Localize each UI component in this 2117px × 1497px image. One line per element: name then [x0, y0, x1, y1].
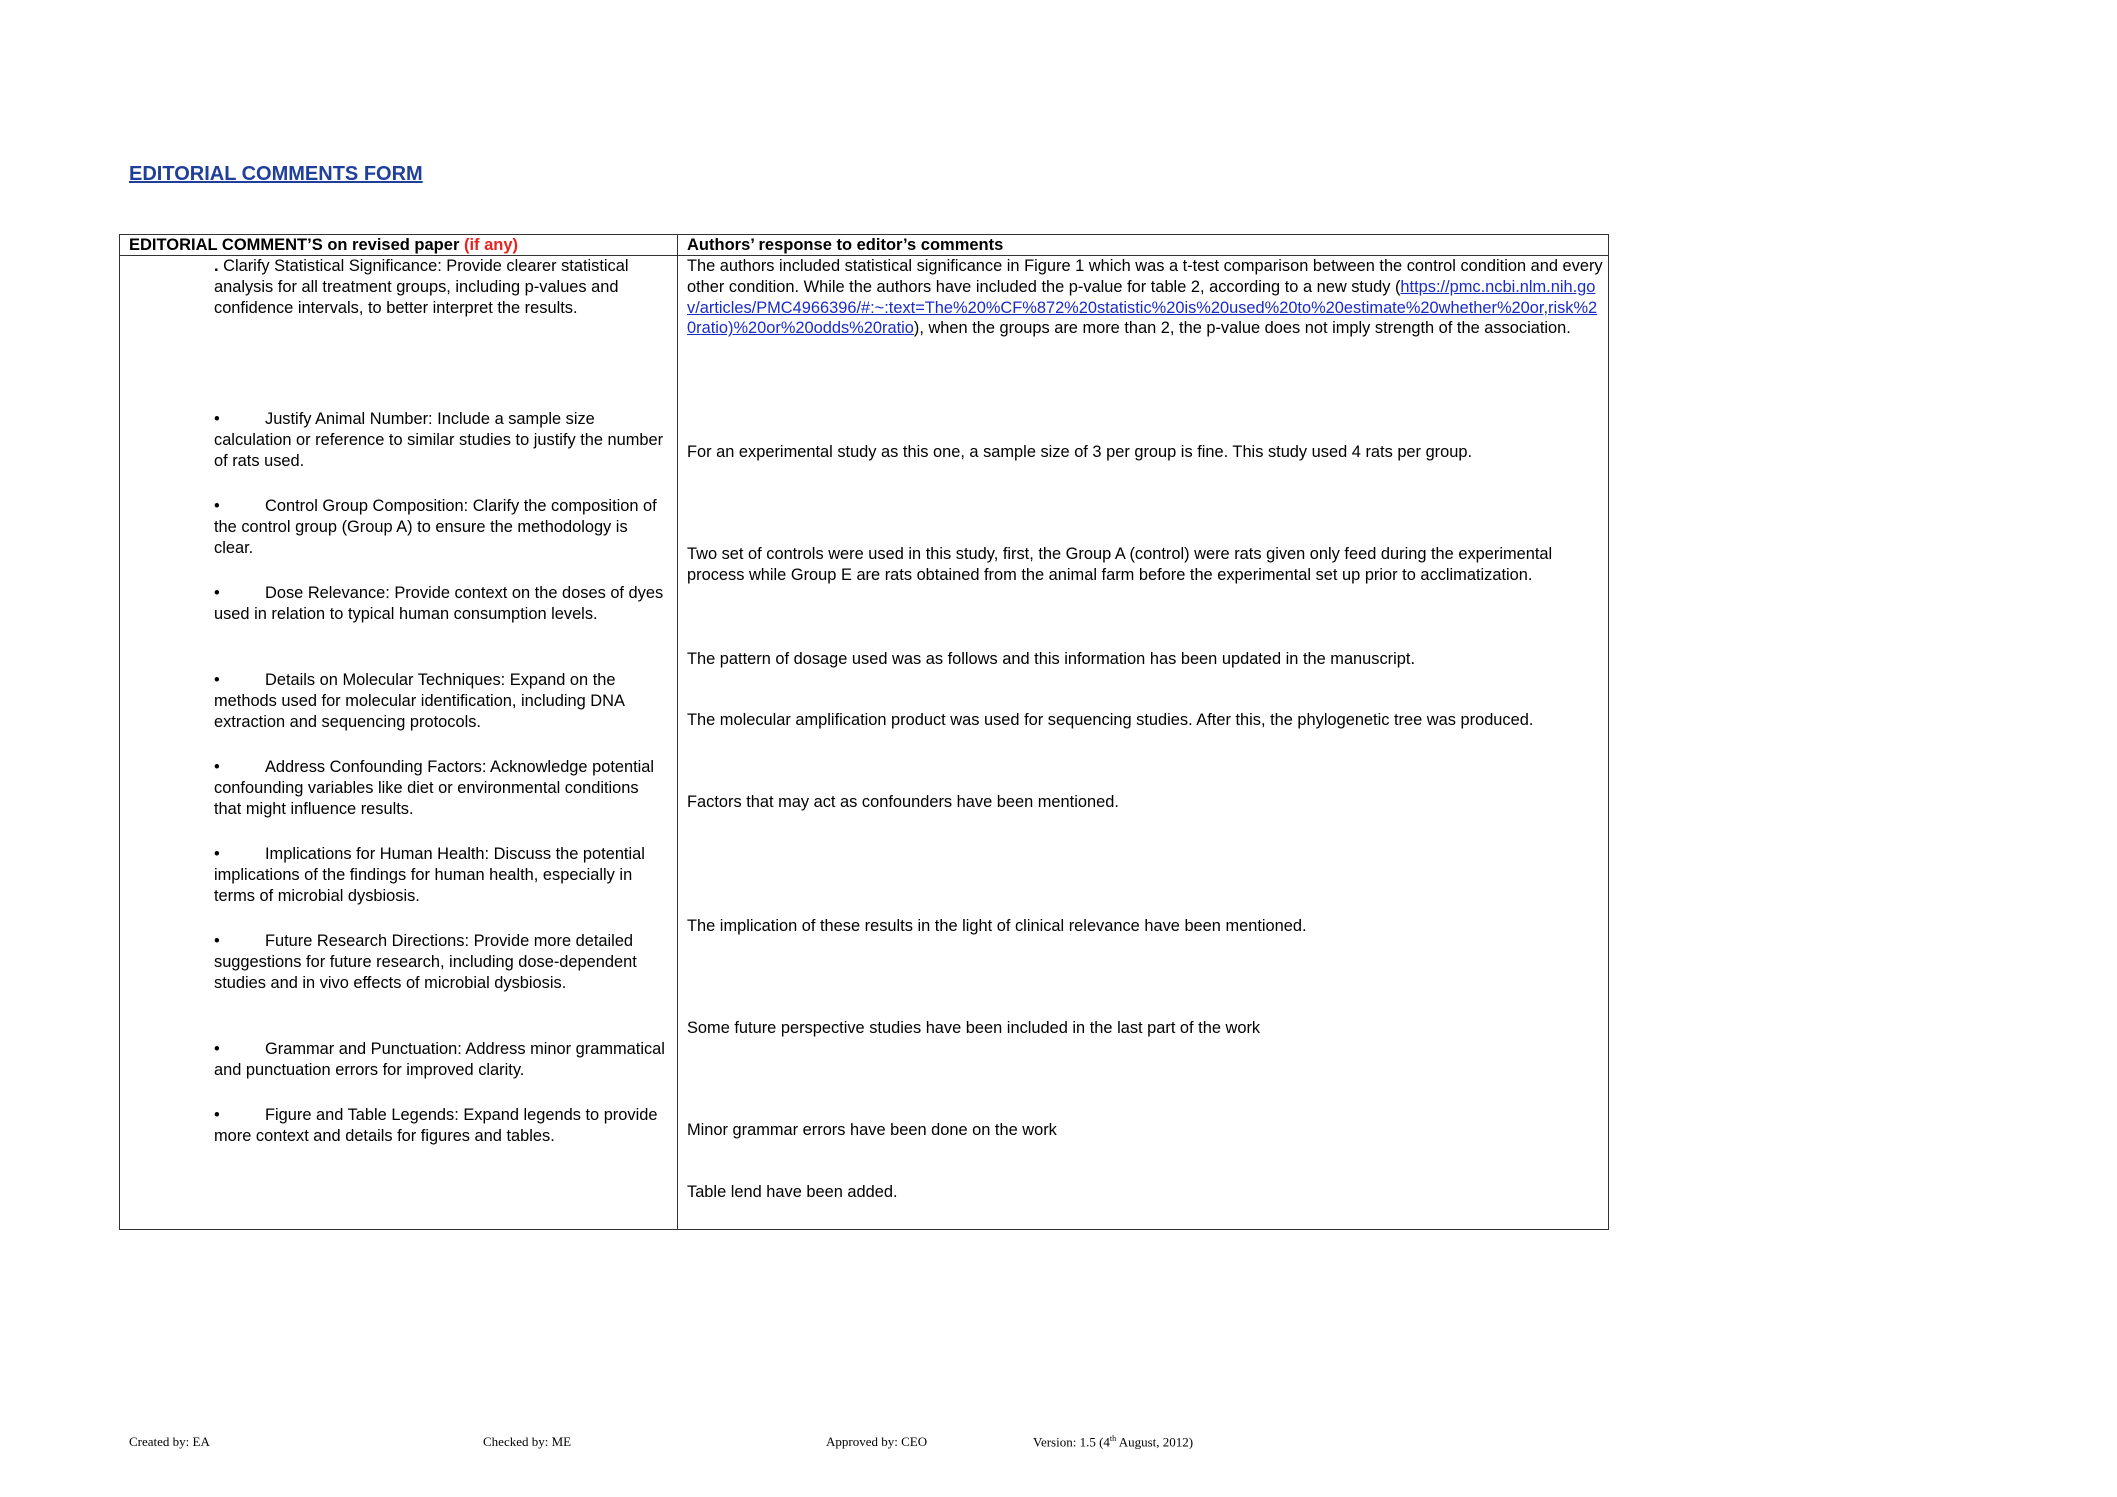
response-item: The molecular amplification product was used for sequencing studies. After this, the phylogenetic tree was produced.: [687, 711, 1534, 729]
column-divider: [677, 235, 678, 1229]
response-item: Two set of controls were used in this study, first, the Group A (control) were rats given only feed during the experimental process while Group E are rats obtained from the animal farm before the experimental set up prior to acclimatization.: [687, 545, 1553, 584]
comment-bullet: •: [214, 1106, 220, 1124]
comment-item: [214, 757, 669, 819]
comment-bullet: •: [214, 497, 220, 515]
response-text: ), when the groups are more than 2, the p-value does not imply strength of the association.: [913, 319, 1571, 338]
response-item: Some future perspective studies have been included in the last part of the work: [687, 1019, 1261, 1037]
comment-text: Future Research Directions: Provide more detailed suggestions for future research, including dose-dependent studies and in vivo effects of microbial dysbiosis.: [214, 932, 637, 992]
response-item: Factors that may act as confounders have been mentioned.: [687, 793, 1119, 811]
comment-bullet: •: [214, 758, 220, 776]
editorial-comments-table: [119, 234, 1609, 1230]
comment-bullet: •: [214, 845, 220, 863]
footer-created-by: Created by: EA: [129, 1434, 210, 1449]
comment-item: [214, 931, 669, 993]
comment-item: [214, 670, 669, 732]
response-item: The implication of these results in the light of clinical relevance have been mentioned.: [687, 917, 1307, 935]
comment-text: Figure and Table Legends: Expand legends to provide more context and details for figures and tables.: [214, 1106, 658, 1145]
version-suffix: August, 2012): [1116, 1434, 1194, 1450]
comment-bullet: •: [214, 1040, 220, 1058]
footer-checked-by: Checked by: ME: [483, 1434, 572, 1449]
response-item: The pattern of dosage used was as follows and this information has been updated in the manuscript.: [687, 650, 1416, 668]
comment-text: Details on Molecular Techniques: Expand on the methods used for molecular identification, including DNA extraction and sequencing protocols.: [214, 671, 624, 731]
footer-approved-by: Approved by: CEO: [826, 1434, 928, 1449]
response-item: Minor grammar errors have been done on the work: [687, 1121, 1057, 1139]
header-left-label: EDITORIAL COMMENT’S on revised paper: [129, 236, 460, 254]
comment-bullet: .: [214, 257, 219, 275]
comment-text: Grammar and Punctuation: Address minor grammatical and punctuation errors for improved clarity.: [214, 1040, 665, 1079]
comment-item: [214, 1039, 669, 1081]
comment-bullet: •: [214, 410, 220, 428]
version-sup: th: [1109, 1434, 1117, 1443]
comment-item: [214, 1105, 669, 1147]
comment-text: Implications for Human Health: Discuss the potential implications of the findings for human health, especially in terms of microbial dysbiosis.: [214, 845, 645, 905]
header-if-any-note: (if any): [463, 236, 519, 254]
comment-text: Justify Animal Number: Include a sample size calculation or reference to similar studies to justify the number of rats used.: [214, 410, 664, 470]
response-item: For an experimental study as this one, a sample size of 3 per group is fine. This study used 4 rats per group.: [687, 443, 1473, 461]
response-item: Table lend have been added.: [687, 1183, 898, 1201]
response-text: The authors included statistical significance in Figure 1 which was a t-test comparison between the control condition and every other condition. While the authors have included the p-value for table 2, according to a new study (: [687, 257, 1603, 296]
header-editorial-comments: [129, 236, 518, 255]
form-title: EDITORIAL COMMENTS FORM: [129, 163, 423, 185]
response-item: [687, 256, 1604, 339]
comment-bullet: •: [214, 584, 220, 602]
footer-version: [1033, 1434, 1193, 1450]
comment-item: [214, 583, 669, 625]
comment-item: [214, 409, 669, 471]
comment-item: [214, 256, 669, 318]
comment-text: Address Confounding Factors: Acknowledge potential confounding variables like diet or environmental conditions that might influence results.: [214, 758, 655, 818]
comment-item: [214, 844, 669, 906]
comment-bullet: •: [214, 932, 220, 950]
header-authors-response: Authors’ response to editor’s comments: [687, 236, 1004, 254]
comment-text: Control Group Composition: Clarify the composition of the control group (Group A) to ensure the methodology is clear.: [214, 497, 657, 557]
reference-link[interactable]: https://pmc.ncbi.nlm.nih.gov/articles/PMC4966396/#:~:text=The%20%CF%872%20statistic%20is%20used%20to%20estimate%20whether%20or,risk%20ratio)%20or%20odds%20ratio: [687, 277, 1598, 338]
version-prefix: Version: 1.5 (4: [1033, 1434, 1110, 1450]
comment-text: Clarify Statistical Significance: Provide clearer statistical analysis for all treatment groups, including p-values and confidence intervals, to better interpret the results.: [214, 257, 629, 317]
comment-item: [214, 496, 669, 558]
comment-text: Dose Relevance: Provide context on the doses of dyes used in relation to typical human consumption levels.: [214, 584, 664, 623]
comment-bullet: •: [214, 671, 220, 689]
